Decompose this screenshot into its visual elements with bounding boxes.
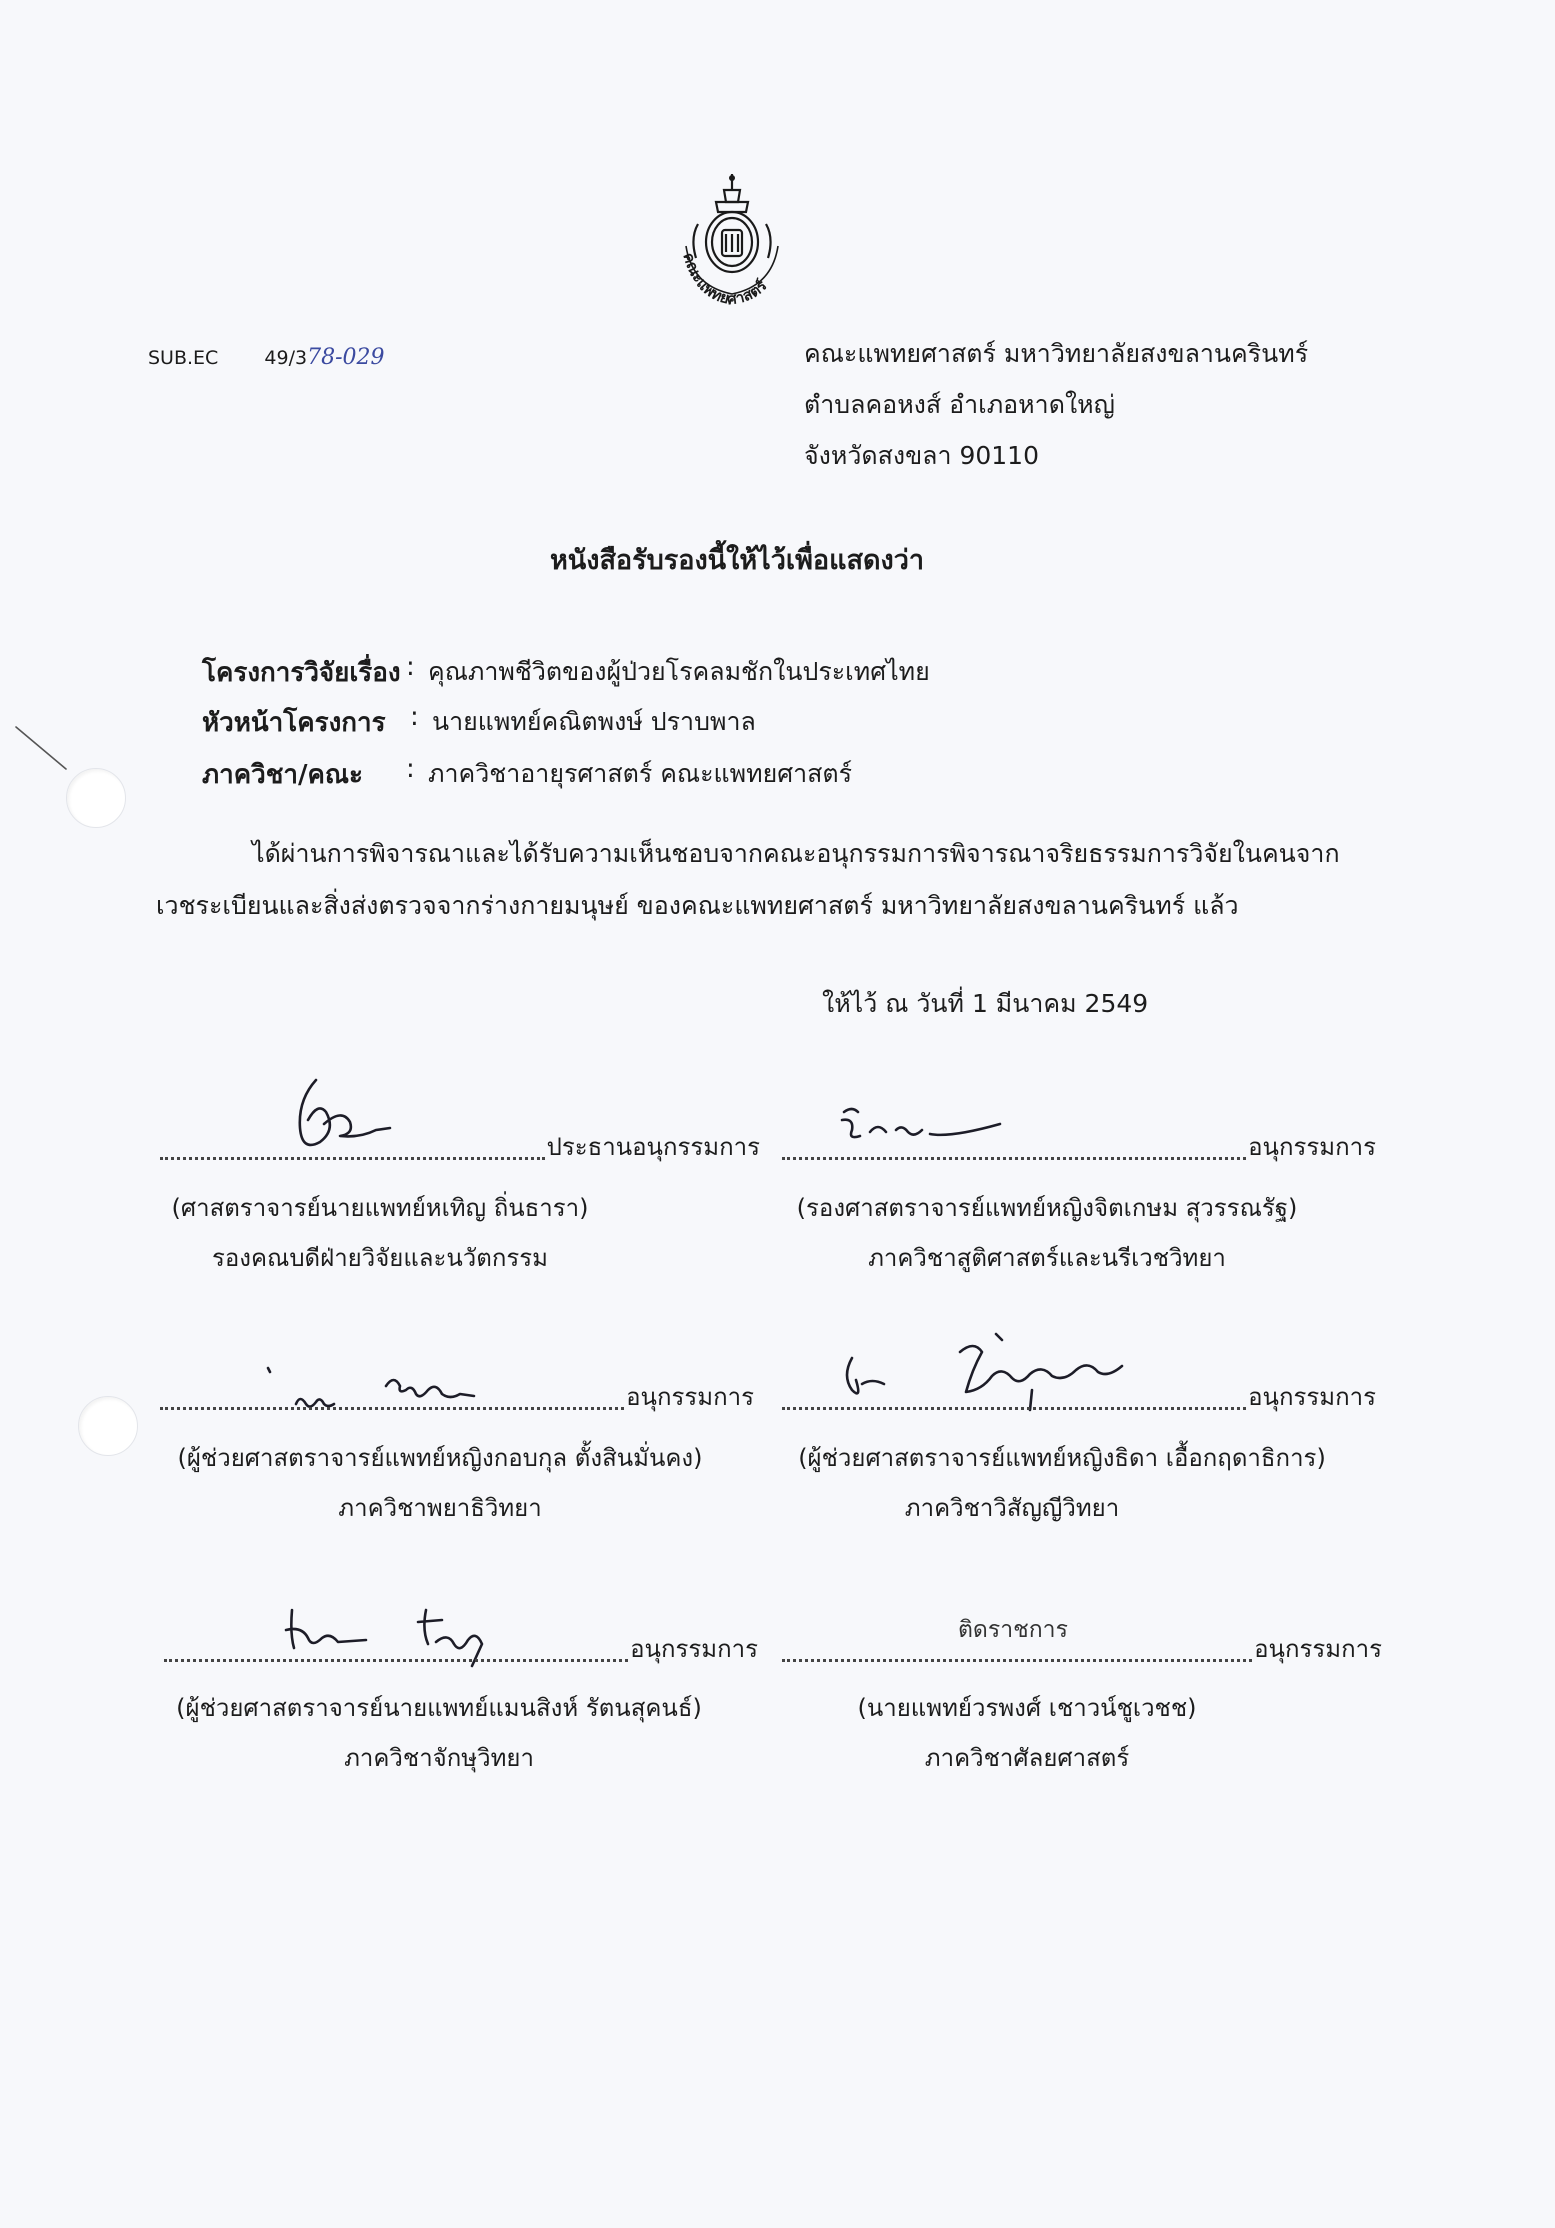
signatory-dept-4: ภาควิชาวิสัญญีวิทยา	[904, 1494, 1120, 1522]
signature-line-2	[782, 1133, 1376, 1166]
absence-note: ติดราชการ	[958, 1617, 1068, 1643]
signatory-dept-1: รองคณบดีฝ่ายวิจัยและนวัตกรรม	[211, 1244, 549, 1272]
signatory-dept-2: ภาควิชาสูติศาสตร์และนรีเวชวิทยา	[868, 1244, 1226, 1272]
field-label-lead: หัวหน้าโครงการ	[202, 708, 386, 738]
signatory-name-1: (ศาสตราจารย์นายแพทย์หเทิญ ถิ่นธารา)	[171, 1194, 589, 1222]
reference-number	[148, 346, 385, 370]
signatory-name-6: (นายแพทย์วรพงศ์ เชาวน์ชูเวชช)	[857, 1694, 1197, 1722]
field-label-department: ภาควิชา/คณะ	[202, 760, 363, 790]
role-member-4: อนุกรรมการ	[1248, 1383, 1376, 1411]
role-member-3: อนุกรรมการ	[626, 1383, 754, 1411]
ref-number: 49/3	[264, 347, 308, 369]
address-line-1: คณะแพทยศาสตร์ มหาวิทยาลัยสงขลานครินทร์	[804, 339, 1309, 368]
role-chairman: ประธานอนุกรรมการ	[546, 1133, 760, 1161]
field-colon: :	[406, 754, 415, 784]
body-line-1: ได้ผ่านการพิจารณาและได้รับความเห็นชอบจากคณะอนุกรรมการพิจารณาจริยธรรมการวิจัยในคนจาก	[252, 839, 1340, 868]
signatory-name-3: (ผู้ช่วยศาสตราจารย์แพทย์หญิงกอบกุล ตั้งสินมั่นคง)	[177, 1444, 703, 1472]
signatory-name-2: (รองศาสตราจารย์แพทย์หญิงจิตเกษม สุวรรณรัฐ)	[796, 1194, 1298, 1222]
field-colon: :	[410, 702, 419, 732]
role-member-5: อนุกรรมการ	[630, 1635, 758, 1663]
role-member-2: อนุกรรมการ	[1248, 1133, 1376, 1161]
field-colon: :	[406, 652, 415, 682]
signature-line-4	[782, 1383, 1376, 1416]
role-member-6: อนุกรรมการ	[1254, 1635, 1382, 1663]
signatory-dept-6: ภาควิชาศัลยศาสตร์	[924, 1744, 1130, 1772]
logo-text: คณะแพทยศาสตร์	[679, 250, 771, 309]
signature-line-1	[160, 1133, 760, 1166]
field-label-project: โครงการวิจัยเรื่อง	[202, 658, 401, 688]
signatory-name-5: (ผู้ช่วยศาสตราจารย์นายแพทย์แมนสิงห์ รัตนสุคนธ์)	[176, 1694, 702, 1722]
body-line-2: เวชระเบียนและสิ่งส่งตรวจจากร่างกายมนุษย์ ของคณะแพทยศาสตร์ มหาวิทยาลัยสงขลานครินทร์ แล้ว	[156, 891, 1239, 920]
signature-line-5	[164, 1635, 758, 1668]
punch-hole-bottom	[78, 1396, 138, 1456]
punch-hole-top	[66, 768, 126, 828]
faculty-seal	[662, 168, 802, 318]
scan-mark	[14, 725, 74, 775]
signatory-dept-5: ภาควิชาจักษุวิทยา	[344, 1744, 534, 1772]
ref-label: SUB.EC	[148, 347, 219, 369]
document-title: หนังสือรับรองนี้ให้ไว้เพื่อแสดงว่า	[550, 545, 925, 576]
field-value-project: คุณภาพชีวิตของผู้ป่วยโรคลมชักในประเทศไทย	[428, 657, 930, 686]
field-value-department: ภาควิชาอายุรศาสตร์ คณะแพทยศาสตร์	[428, 759, 853, 788]
ref-handwritten: 78-029	[307, 345, 385, 370]
address-line-2: ตำบลคอหงส์ อำเภอหาดใหญ่	[804, 390, 1115, 419]
signatory-dept-3: ภาควิชาพยาธิวิทยา	[338, 1494, 542, 1522]
signature-line-3	[160, 1383, 754, 1416]
signatory-name-4: (ผู้ช่วยศาสตราจารย์แพทย์หญิงธิดา เอื้อกฤดาธิการ)	[798, 1444, 1326, 1472]
address-line-3: จังหวัดสงขลา 90110	[804, 441, 1039, 470]
field-value-lead: นายแพทย์คณิตพงษ์ ปราบพาล	[432, 707, 756, 736]
signature-line-6	[782, 1635, 1382, 1668]
issue-date: ให้ไว้ ณ วันที่ 1 มีนาคม 2549	[822, 989, 1149, 1018]
